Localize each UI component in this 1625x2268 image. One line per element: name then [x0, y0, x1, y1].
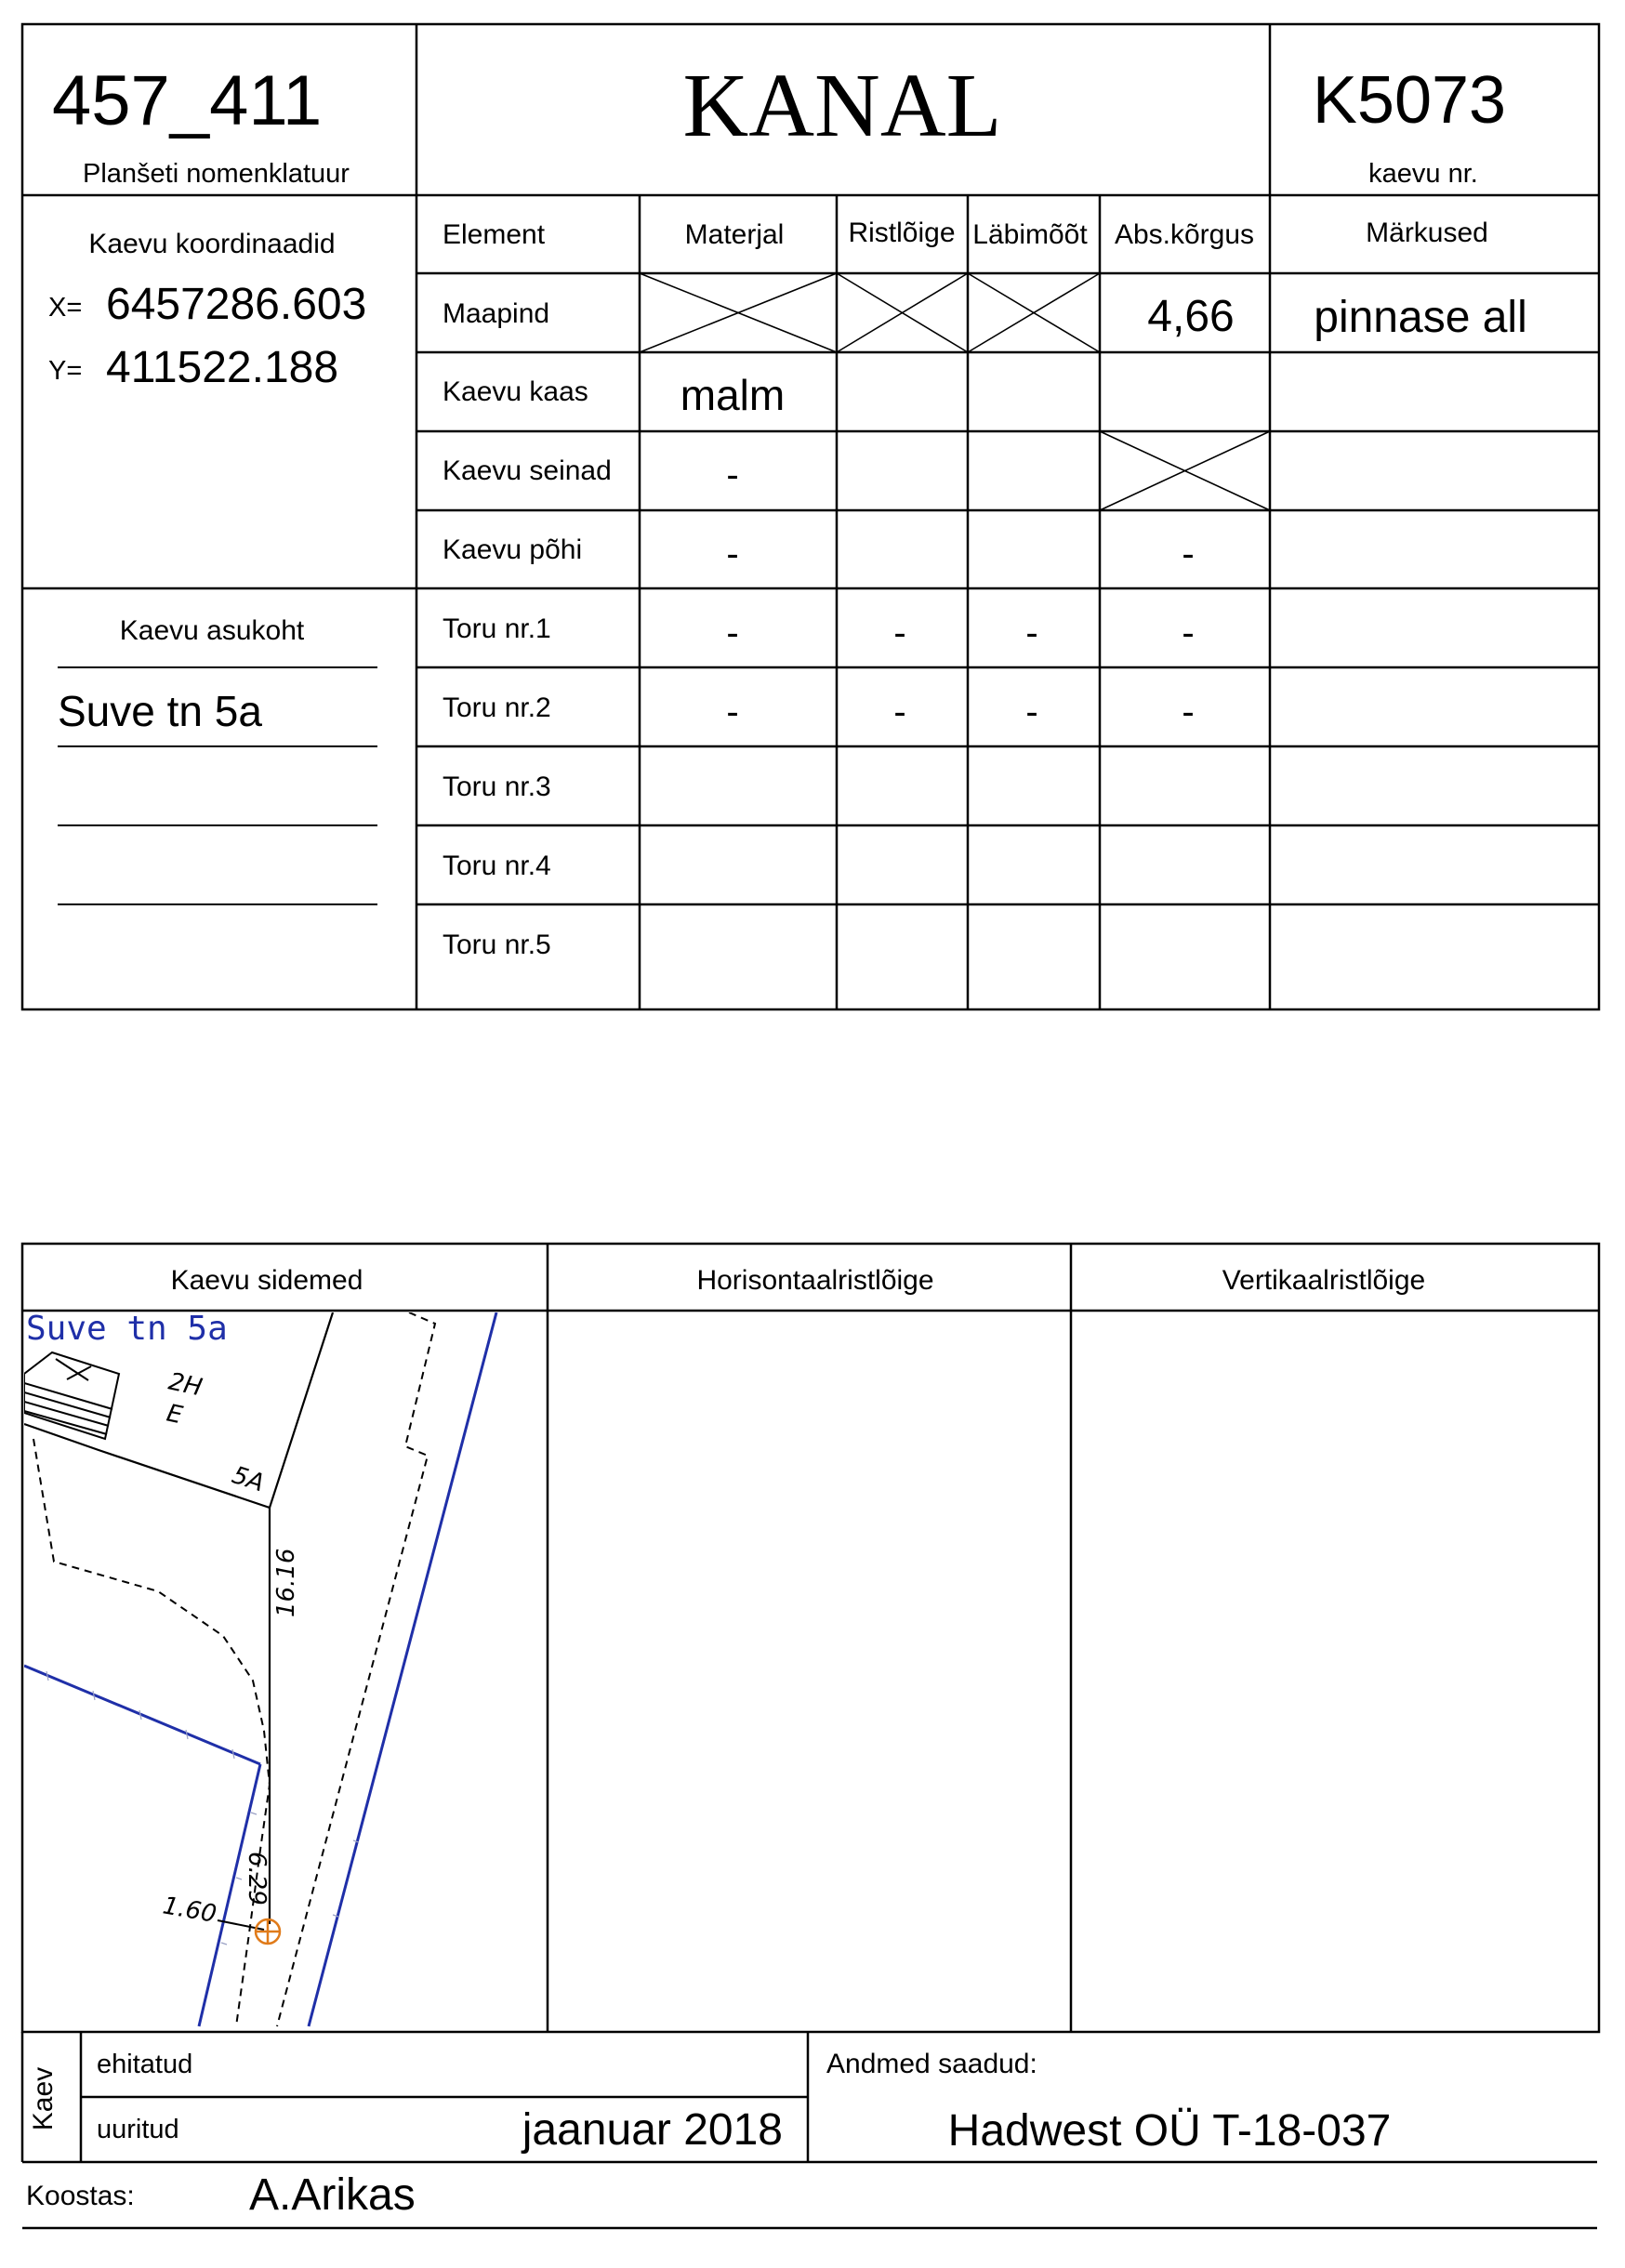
panel-title-horisontaal: Horisontaalristlõige	[696, 1265, 934, 1296]
x-value: 6457286.603	[106, 280, 367, 329]
sheet-label: Planšeti nomenklatuur	[83, 159, 350, 189]
well-label: kaevu nr.	[1368, 159, 1478, 189]
building-label-2h: 2H	[165, 1367, 205, 1403]
dimension-1-60: 1.60	[160, 1892, 219, 1929]
house-number-label: 5A	[228, 1461, 268, 1498]
location-sketch	[24, 1310, 496, 2026]
author-label: Koostas:	[26, 2181, 135, 2211]
utility-lines	[24, 1312, 496, 2026]
y-value: 411522.188	[106, 343, 339, 392]
row-element: Kaevu kaas	[443, 376, 588, 407]
row-element: Maapind	[443, 298, 550, 329]
column-header-materjal: Materjal	[684, 219, 785, 250]
well-marker-icon	[256, 1919, 280, 1944]
sheet-number: 457_411	[52, 61, 323, 140]
column-header-ristloige: Ristlõige	[848, 218, 956, 248]
row-materjal: -	[726, 455, 739, 495]
row-abs: 4,66	[1147, 292, 1235, 341]
row-element: Toru nr.4	[443, 850, 551, 881]
sketch-street-label: Suve tn 5a	[26, 1310, 228, 1348]
row-abs: -	[1182, 613, 1195, 653]
row-labimoot: -	[1025, 692, 1038, 732]
table-row	[443, 850, 551, 881]
stairs-icon	[24, 1352, 119, 1439]
row-markused: pinnase all	[1314, 293, 1527, 342]
location-line-1: Suve tn 5a	[58, 687, 262, 735]
row-element: Toru nr.3	[443, 771, 551, 802]
row-element: Toru nr.2	[443, 692, 551, 723]
x-label: X=	[48, 293, 83, 323]
table-row	[443, 371, 785, 419]
dimension-16-16: 16.16	[272, 1548, 300, 1617]
column-header-element: Element	[443, 219, 546, 250]
dimension-6-29: 6.29	[243, 1852, 271, 1905]
column-header-markused: Märkused	[1366, 218, 1488, 248]
row-ristloige: -	[893, 692, 906, 732]
table-row	[443, 930, 551, 960]
lower-form-grid	[22, 1244, 1599, 2228]
y-label: Y=	[48, 356, 83, 386]
surveyed-date: jaanuar 2018	[522, 2105, 783, 2155]
well-number: K5073	[1312, 63, 1507, 138]
side-label-kaev: Kaev	[28, 2066, 59, 2131]
row-element: Kaevu seinad	[443, 455, 612, 486]
row-element: Toru nr.5	[443, 930, 551, 960]
row-materjal: -	[726, 692, 739, 732]
row-element: Kaevu põhi	[443, 534, 583, 565]
row-materjal: -	[726, 534, 739, 574]
row-abs: -	[1182, 692, 1195, 732]
column-header-abs-korgus: Abs.kõrgus	[1114, 219, 1255, 250]
author-value: A.Arikas	[249, 2170, 416, 2220]
source-value: Hadwest OÜ T-18-037	[947, 2106, 1392, 2156]
table-row	[443, 292, 1527, 342]
table-row	[443, 613, 1195, 653]
location-label: Kaevu asukoht	[119, 615, 305, 646]
surveyed-label: uuritud	[97, 2115, 179, 2144]
column-header-labimoot: Läbimõõt	[972, 219, 1088, 250]
row-abs: -	[1182, 534, 1195, 574]
panel-title-vertikaal: Vertikaalristlõige	[1222, 1265, 1426, 1296]
table-row	[443, 771, 551, 802]
row-materjal: malm	[680, 371, 786, 419]
table-row	[443, 455, 739, 495]
row-materjal: -	[726, 613, 739, 653]
table-row	[443, 534, 1195, 574]
table-row	[443, 692, 1195, 732]
page-title: KANAL	[682, 56, 1002, 156]
fence-lines	[33, 1312, 435, 2026]
building-label-e: E	[164, 1399, 185, 1431]
row-labimoot: -	[1025, 613, 1038, 653]
coordinates-label: Kaevu koordinaadid	[88, 229, 336, 259]
panel-title-sidemed: Kaevu sidemed	[170, 1265, 363, 1296]
row-ristloige: -	[893, 613, 906, 653]
built-label: ehitatud	[97, 2050, 193, 2079]
row-element: Toru nr.1	[443, 613, 551, 644]
source-label: Andmed saadud:	[826, 2049, 1037, 2079]
